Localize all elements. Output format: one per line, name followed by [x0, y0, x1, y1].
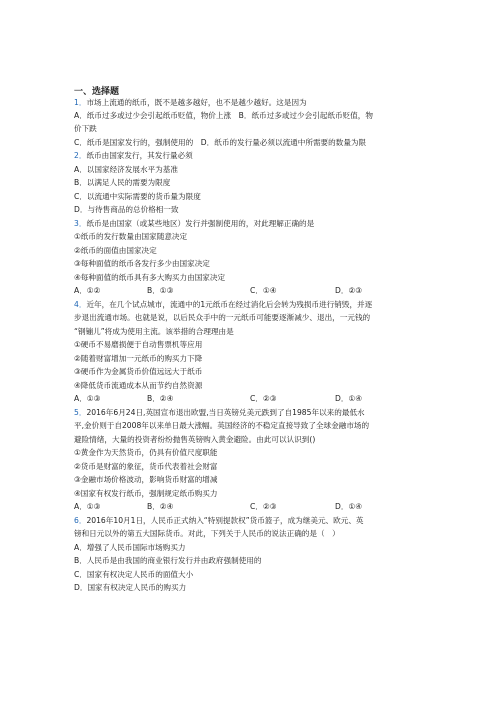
- question-3-option-c: C．①④: [250, 286, 277, 295]
- question-4-stem-line-3: “钢镚儿”将成为使用主流。该举措的合理理由是: [74, 327, 234, 336]
- question-6-stem-line-1: 6．2016年10月1日，人民币正式纳入“特别提款权”货币篮子，成为继美元、欧元、英: [74, 516, 364, 525]
- question-4-stem-line-2: 步退出流通市场。也就是说，以后民众手中的一元纸币可能要逐渐减少、退出，一元钱的: [74, 313, 371, 322]
- question-5-option-c: C．②③: [250, 502, 277, 511]
- question-5-option-a: A．①③: [74, 502, 101, 511]
- question-2-option-c: C．以流通中实际需要的货币量为限度: [74, 192, 201, 201]
- question-6-stem-line-2: 镑和日元以外的第五大国际货币。对此，下列关于人民币的说法正确的是（ ）: [74, 529, 340, 538]
- question-3-stem: 3．纸币是由国家（或某些地区）发行并强制使用的，对此理解正确的是: [74, 219, 315, 228]
- question-1-options-ab: A．纸币过多或过少会引起纸币贬值，物价上涨 B．纸币过多或过少会引起纸币贬值，物: [74, 111, 373, 120]
- question-4-option-a: A．①③: [74, 394, 101, 403]
- question-1-stem: 1．市场上流通的纸币，既不是越多越好，也不是越少越好。这是因为: [74, 98, 307, 107]
- question-3-number: 3．: [74, 219, 87, 228]
- question-3-option-a: A．①②: [74, 286, 101, 295]
- question-3-statement-2: ②纸币的面值由国家决定: [74, 246, 157, 255]
- section-title: 一、选择题: [74, 87, 120, 97]
- question-1-options-ab-cont: 价下跌: [74, 124, 97, 133]
- question-2-option-a: A．以国家经济发展水平为基准: [74, 165, 178, 174]
- question-6-option-a: A．增强了人民币国际市场购买力: [74, 543, 186, 552]
- question-5-stem-line-2: 平,金价则于自2008年以来单日最大涨幅。英国经济的不稳定直接导致了全球金融市场的: [74, 421, 370, 430]
- question-3-option-d: D．②③: [335, 286, 363, 295]
- question-4-statement-4: ④降低货币流通成本从而节约自然资源: [74, 381, 203, 390]
- question-5-statement-3: ③金融市场价格波动，影响货币财富的增减: [74, 475, 218, 484]
- question-4-option-c: C．②③: [250, 394, 277, 403]
- question-3-option-b: B．①③: [147, 286, 174, 295]
- question-2-option-b: B．以满足人民的需要为限度: [74, 178, 171, 187]
- question-2-number: 2．: [74, 151, 87, 160]
- question-4-number: 4．: [74, 300, 87, 309]
- question-4-option-d: D．①④: [335, 394, 363, 403]
- question-5-option-d: D．①④: [335, 502, 363, 511]
- question-5-option-b: B．②④: [147, 502, 174, 511]
- question-6-option-c: C．国家有权决定人民币的面值大小: [74, 570, 194, 579]
- question-5-statement-2: ②货币是财富的象征，货币代表着社会财富: [74, 462, 218, 471]
- question-1-number: 1．: [74, 98, 87, 107]
- question-4-statement-1: ①硬币不易磨损便于自动售票机等应用: [74, 340, 203, 349]
- question-5-statement-4: ④国家有权发行纸币，强制规定纸币购买力: [74, 489, 218, 498]
- question-5-statement-1: ①黄金作为天然货币，仍具有价值尺度职能: [74, 448, 218, 457]
- question-4-statement-3: ③硬币作为金属货币价值远远大于纸币: [74, 367, 203, 376]
- question-5-number: 5．: [74, 408, 87, 417]
- question-4-stem-line-1: 4．近年，在几个试点城市，流通中的1元纸币在经过消化后会转为残损币进行销毁，并逐: [74, 300, 373, 309]
- question-4-statement-2: ②随着财富增加一元纸币的购买力下降: [74, 354, 203, 363]
- question-2-option-d: D．与待售商品的总价格相一致: [74, 205, 179, 214]
- question-1-options-cd: C．纸币是国家发行的，强制使用的 D．纸币的发行量必须以流通中所需要的数量为限: [74, 138, 367, 147]
- question-6-number: 6．: [74, 516, 87, 525]
- question-4-option-b: B．②④: [147, 394, 174, 403]
- question-3-statement-1: ①纸币的发行数量由国家随意决定: [74, 232, 188, 241]
- question-6-option-b: B．人民币是由我国的商业银行发行并由政府强制使用的: [74, 556, 262, 565]
- question-2-stem: 2．纸币由国家发行，其发行量必须: [74, 151, 193, 160]
- question-3-statement-4: ④每种面值的纸币具有多大购买力由国家决定: [74, 273, 226, 282]
- question-6-option-d: D．国家有权决定人民币的购买力: [74, 583, 187, 592]
- question-5-stem-line-3: 避险情绪，大量的投资者纷纷抛售英镑购入黄金避险。由此可以认识到(): [74, 435, 316, 444]
- question-3-statement-3: ③每种面值的纸币各发行多少由国家决定: [74, 259, 210, 268]
- question-5-stem-line-1: 5．2016年6月24日,英国宣布退出欧盟,当日英镑兑美元跌到了自1985年以来的最低水: [74, 408, 365, 417]
